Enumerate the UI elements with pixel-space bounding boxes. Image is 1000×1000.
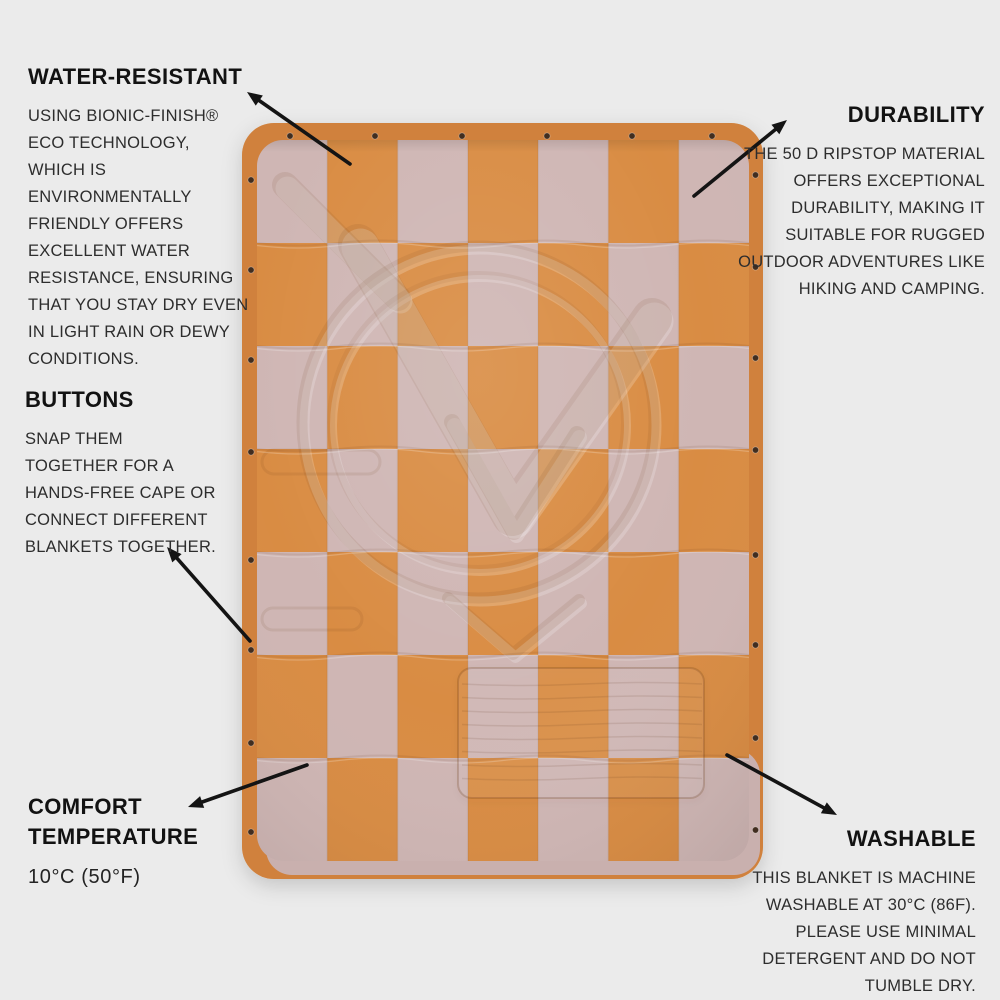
feature-description: USING BIONIC-FINISH® ECO TECHNOLOGY, WHICH IS ENVIRONMENTALLY FRIENDLY OFFERS EXCELLENT WATER RESISTANCE, ENSURING THAT YOU STAY DRY EVEN IN LIGHT RAIN OR DEWY CONDITIONS. [28, 107, 249, 369]
feature-title: COMFORT TEMPERATURE [28, 794, 199, 850]
feature-durability [729, 100, 985, 303]
snap-button [629, 133, 635, 139]
snap-button [752, 735, 758, 741]
feature-washable [700, 824, 976, 1000]
front-blanket [257, 140, 750, 862]
snap-button [248, 647, 254, 653]
snap-button [752, 447, 758, 453]
snap-button [248, 449, 254, 455]
feature-description: THE 50 D RIPSTOP MATERIAL OFFERS EXCEPTIONAL DURABILITY, MAKING IT SUITABLE FOR RUGGED OUTDOOR ADVENTURES LIKE HIKING AND CAMPING. [738, 145, 985, 299]
feature-title: WATER-RESISTANT [28, 64, 243, 89]
snap-button [287, 133, 293, 139]
feature-buttons [25, 385, 217, 561]
snap-button [372, 133, 378, 139]
feature-comfort-temperature [28, 792, 258, 890]
snap-button [752, 355, 758, 361]
snap-button [248, 740, 254, 746]
snap-button [752, 552, 758, 558]
snap-button [248, 557, 254, 563]
snap-button [459, 133, 465, 139]
feature-description: THIS BLANKET IS MACHINE WASHABLE AT 30°C (86F). PLEASE USE MINIMAL DETERGENT AND DO NOT TUMBLE DRY. [752, 869, 976, 996]
snap-button [752, 642, 758, 648]
feature-title: BUTTONS [25, 387, 134, 412]
snap-button [544, 133, 550, 139]
snap-button [709, 133, 715, 139]
feature-value: 10°C (50°F) [28, 865, 141, 888]
feature-description: SNAP THEM TOGETHER FOR A HANDS-FREE CAPE OR CONNECT DIFFERENT BLANKETS TOGETHER. [25, 430, 216, 557]
feature-title: DURABILITY [847, 102, 985, 127]
feature-title: WASHABLE [846, 826, 976, 851]
feature-water-resistant [28, 62, 250, 373]
